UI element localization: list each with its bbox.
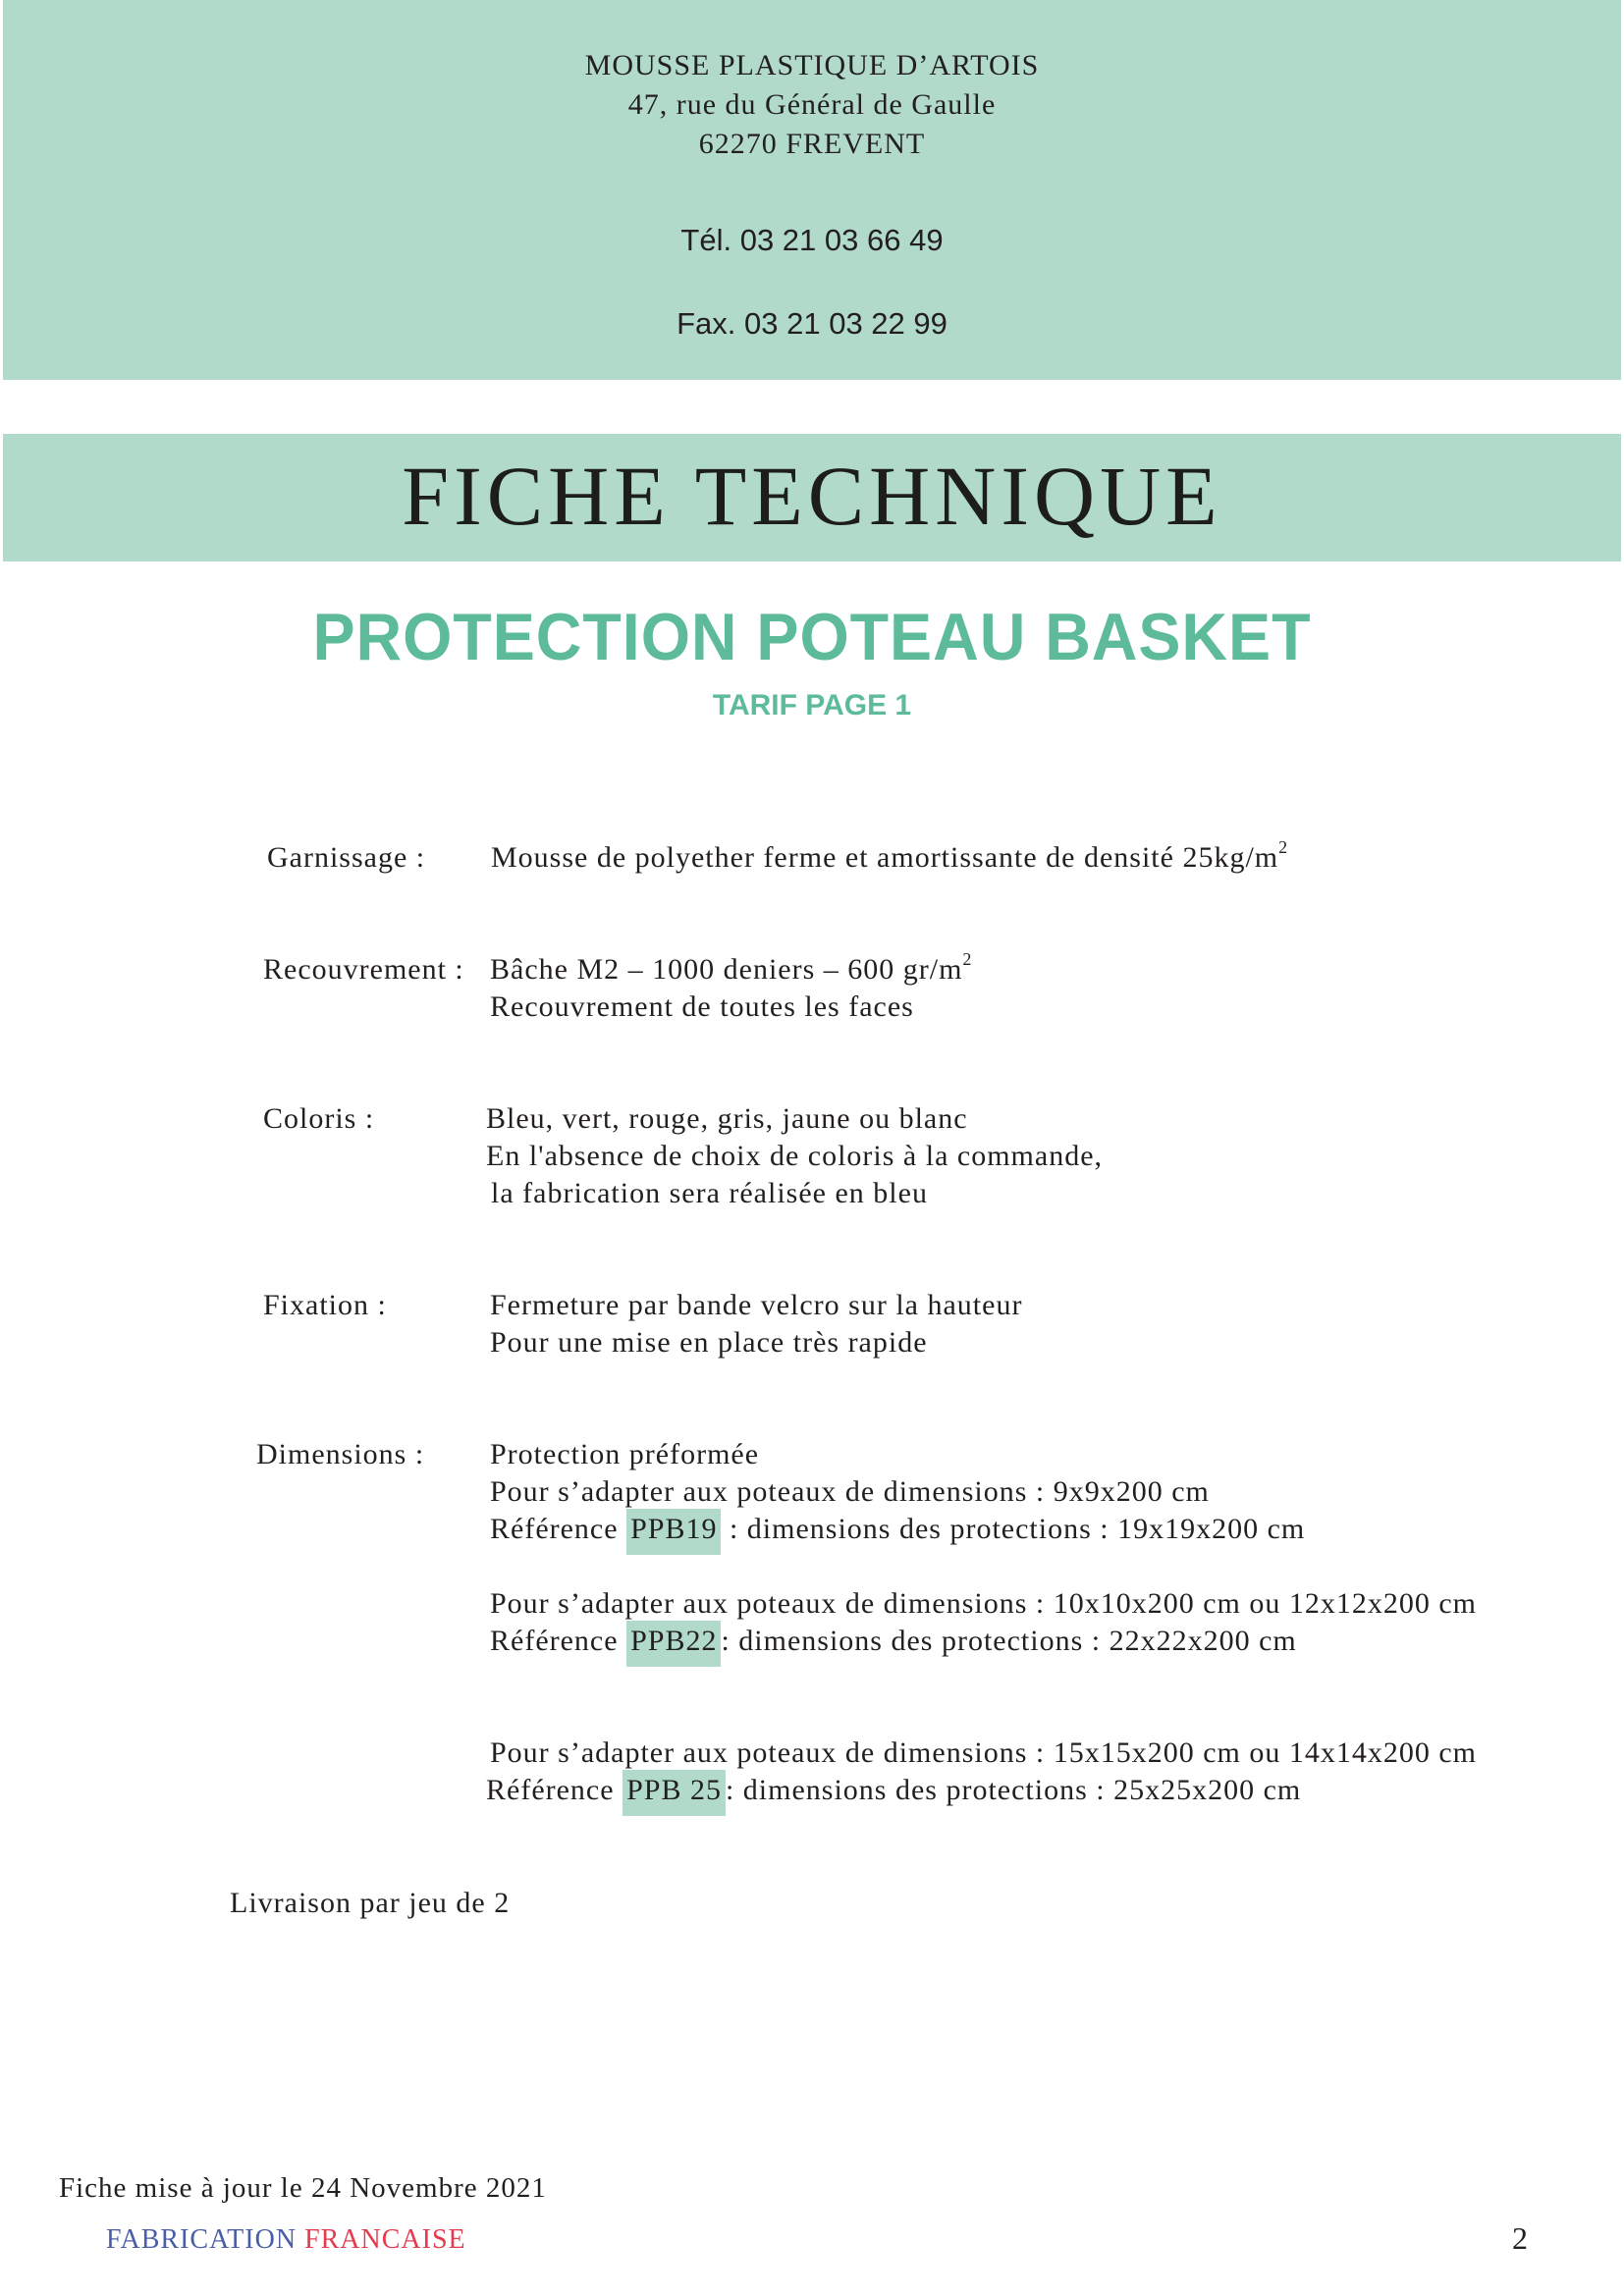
ref-prefix: Référence	[490, 1625, 627, 1657]
dimensions-adapt-3: Pour s’adapter aux poteaux de dimensions : 15x15x200 cm ou 14x14x200 cm	[490, 1736, 1478, 1769]
fixation-label: Fixation :	[263, 1289, 387, 1321]
dimensions-adapt-1: Pour s’adapter aux poteaux de dimensions : 9x9x200 cm	[490, 1475, 1210, 1508]
update-date: Fiche mise à jour le 24 Novembre 2021	[59, 2172, 547, 2204]
fixation-line2: Pour une mise en place très rapide	[490, 1326, 928, 1359]
fabrication-word: FABRICATION	[106, 2224, 305, 2255]
garnissage-text	[491, 839, 1288, 877]
dimensions-ref-line-1	[490, 1511, 1305, 1548]
product-title: PROTECTION POTEAU BASKET	[312, 600, 1312, 674]
reference-code: PPB22	[626, 1621, 721, 1667]
fabrication-francaise	[106, 2224, 466, 2256]
company-tel: Tél. 03 21 03 66 49	[680, 223, 944, 257]
ref-prefix: Référence	[490, 1513, 627, 1545]
company-fax: Fax. 03 21 03 22 99	[677, 306, 947, 341]
company-city: 62270 FREVENT	[698, 128, 926, 160]
reference-description: : dimensions des protections : 22x22x200 cm	[721, 1625, 1297, 1657]
page-number: 2	[1512, 2220, 1528, 2256]
francaise-word: FRANCAISE	[304, 2224, 466, 2255]
tarif-reference: TARIF PAGE 1	[712, 689, 912, 721]
company-name: MOUSSE PLASTIQUE D’ARTOIS	[584, 49, 1040, 81]
recouvrement-line1	[490, 951, 972, 988]
fixation-line1: Fermeture par bande velcro sur la hauteur	[490, 1289, 1023, 1321]
recouvrement-sup: 2	[962, 949, 973, 969]
ref-prefix: Référence	[486, 1774, 623, 1806]
dimensions-intro: Protection préformée	[490, 1438, 760, 1470]
reference-code: PPB19	[626, 1509, 721, 1555]
garnissage-label: Garnissage :	[267, 841, 426, 874]
recouvrement-label: Recouvrement :	[263, 953, 464, 986]
dimensions-ref-line-2	[490, 1623, 1297, 1660]
reference-code: PPB 25	[623, 1770, 726, 1816]
garnissage-value: Mousse de polyether ferme et amortissante de densité 25kg/m	[491, 841, 1279, 874]
recouvrement-line2: Recouvrement de toutes les faces	[490, 990, 914, 1023]
reference-description: : dimensions des protections : 25x25x200 cm	[725, 1774, 1302, 1806]
dimensions-ref-line-3	[486, 1772, 1301, 1809]
dimensions-adapt-2: Pour s’adapter aux poteaux de dimensions : 10x10x200 cm ou 12x12x200 cm	[490, 1587, 1478, 1620]
garnissage-sup: 2	[1278, 837, 1289, 857]
company-street: 47, rue du Général de Gaulle	[627, 88, 997, 121]
dimensions-label: Dimensions :	[256, 1438, 425, 1470]
coloris-line2: En l'absence de choix de coloris à la commande,	[486, 1140, 1104, 1172]
coloris-label: Coloris :	[263, 1102, 375, 1135]
document-title: FICHE TECHNIQUE	[402, 449, 1222, 543]
livraison-note: Livraison par jeu de 2	[230, 1887, 511, 1919]
coloris-line1: Bleu, vert, rouge, gris, jaune ou blanc	[486, 1102, 968, 1135]
reference-description: : dimensions des protections : 19x19x200 cm	[721, 1513, 1306, 1545]
coloris-line3: la fabrication sera réalisée en bleu	[491, 1177, 928, 1209]
recouvrement-value: Bâche M2 – 1000 deniers – 600 gr/m	[490, 953, 963, 986]
